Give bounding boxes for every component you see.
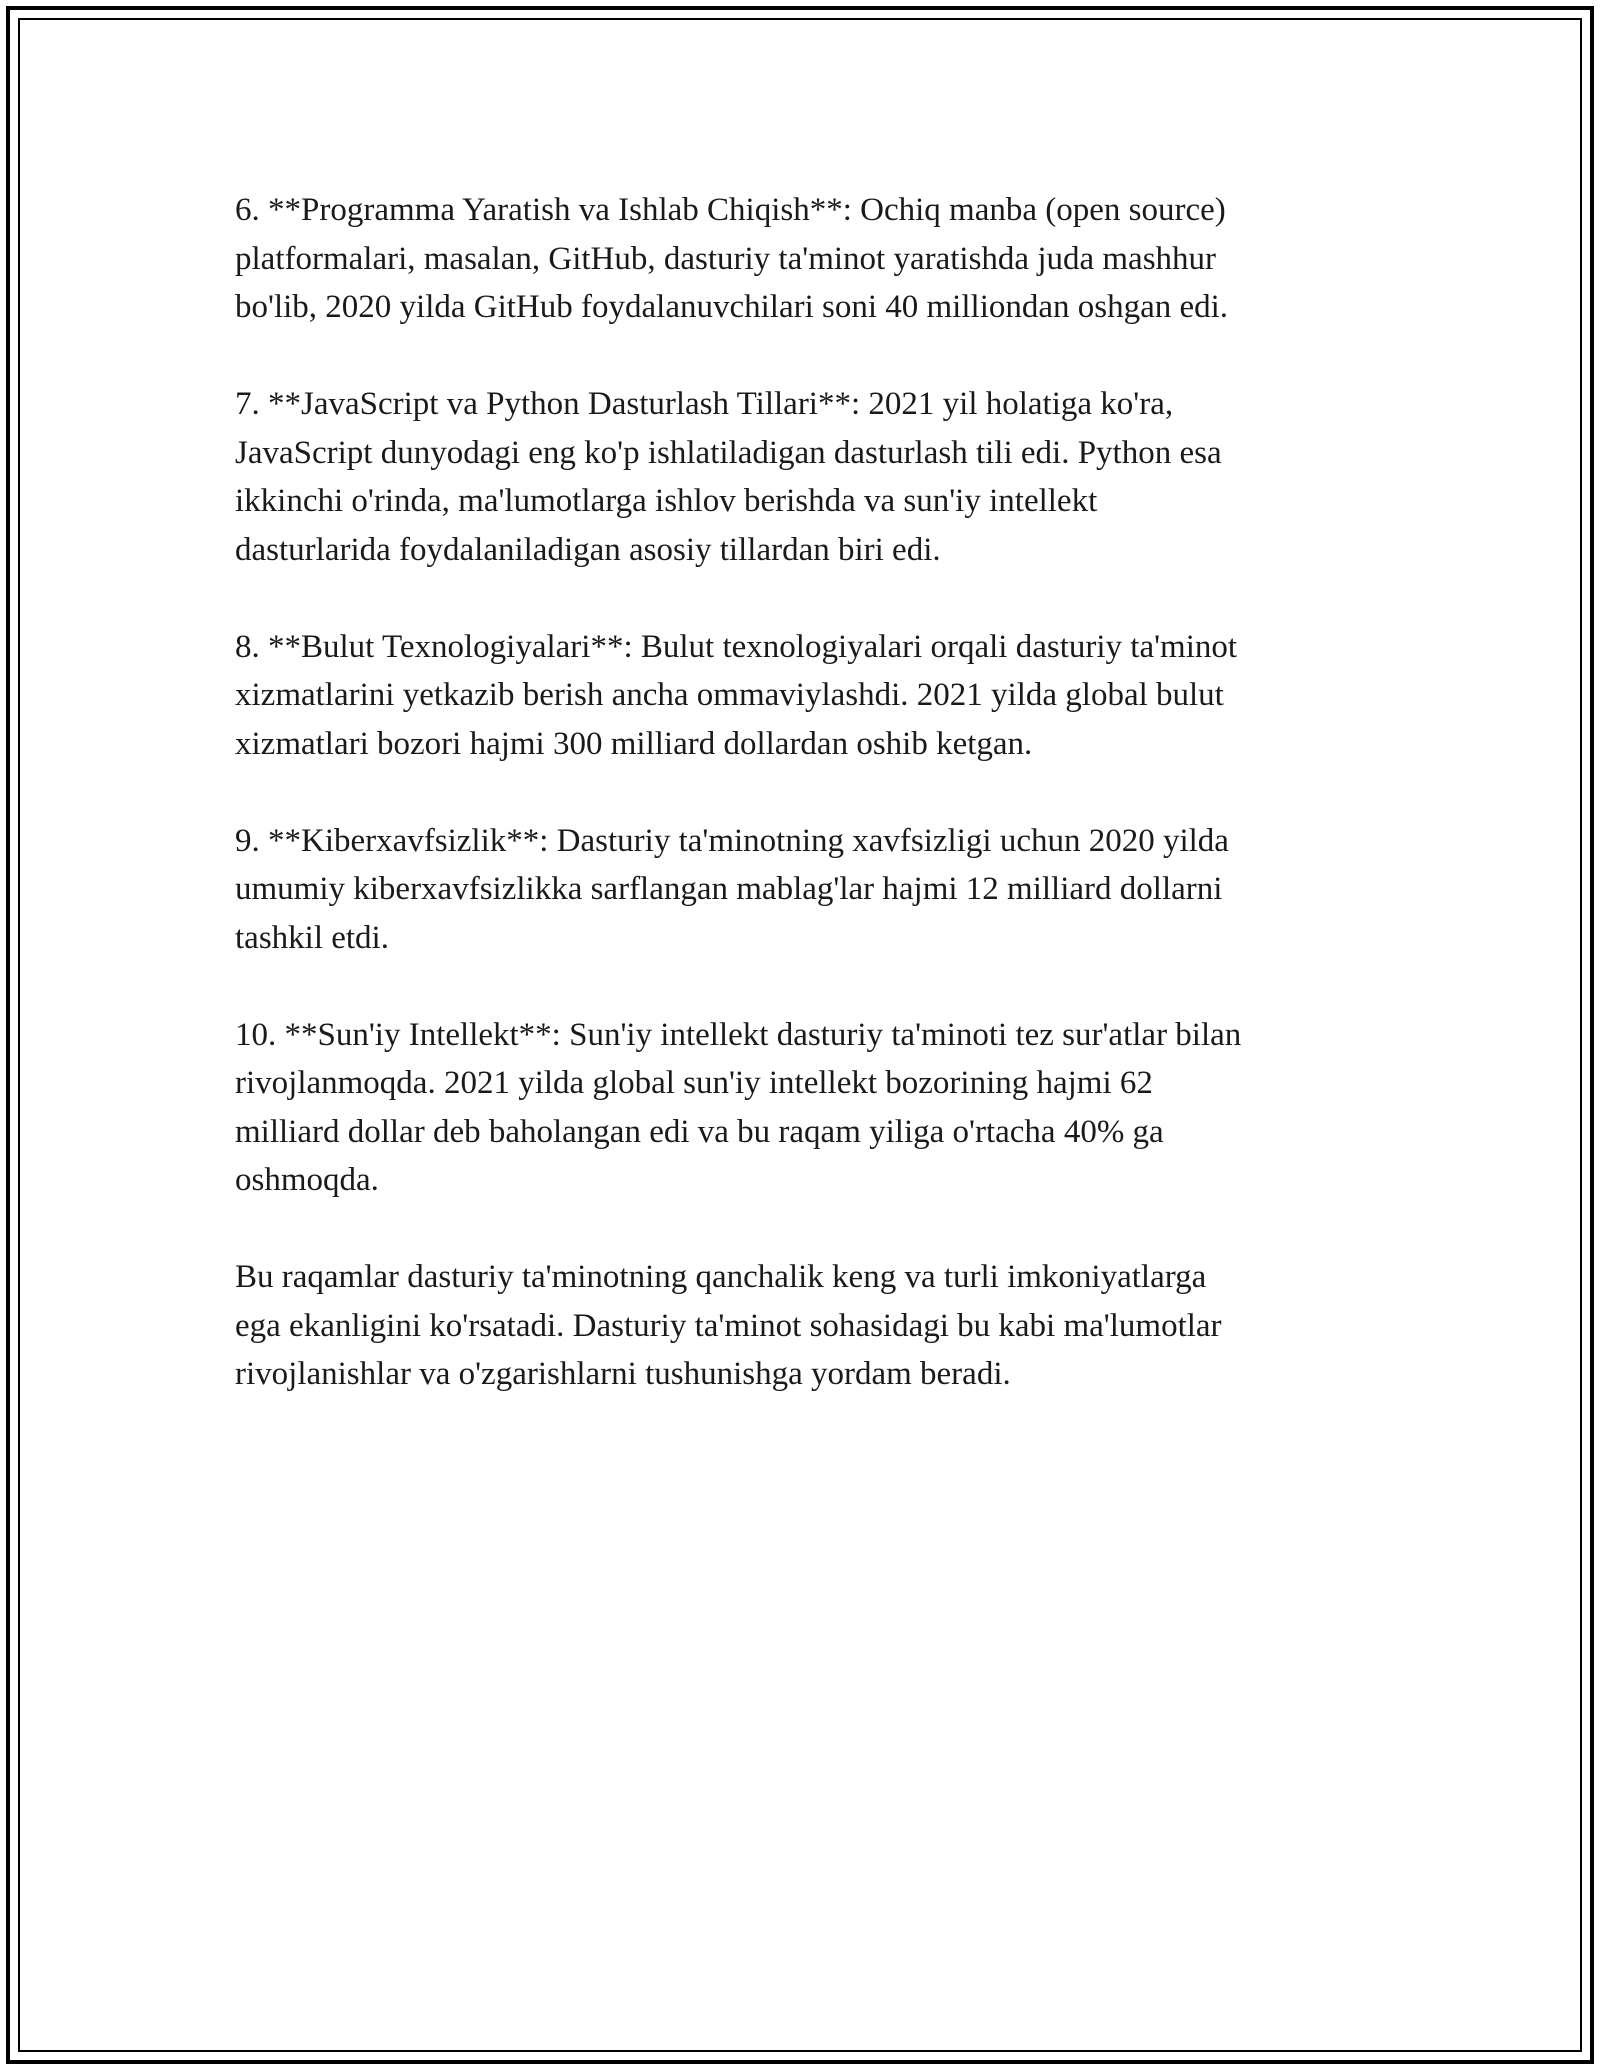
text-line: 10. **Sun'iy Intellekt**: Sun'iy intellekt dasturiy ta'minoti tez sur'atlar bilan (235, 1016, 1242, 1053)
text-line: platformalari, masalan, GitHub, dasturiy ta'minot yaratishda juda mashhur (235, 240, 1217, 277)
text-line: dasturlarida foydalaniladigan asosiy tillardan biri edi. (235, 531, 941, 568)
paragraph-summary (235, 1253, 1385, 1399)
text-line: xizmatlarini yetkazib berish ancha ommaviylashdi. 2021 yilda global bulut (235, 677, 1224, 713)
text-line: 6. **Programma Yaratish va Ishlab Chiqish**: Ochiq manba (open source) (235, 192, 1226, 228)
text-line: 9. **Kiberxavfsizlik**: Dasturiy ta'minotning xavfsizligi uchun 2020 yilda (235, 822, 1229, 859)
text-line: 7. **JavaScript va Python Dasturlash Tillari**: 2021 yil holatiga ko'ra, (235, 386, 1174, 422)
text-line: ega ekanligini ko'rsatadi. Dasturiy ta'minot sohasidagi bu kabi ma'lumotlar (235, 1307, 1222, 1344)
paragraph-item-10 (235, 1011, 1385, 1205)
paragraph-item-9 (235, 817, 1385, 963)
text-line: JavaScript dunyodagi eng ko'p ishlatiladigan dasturlash tili edi. Python esa (235, 434, 1222, 471)
text-line: xizmatlari bozori hajmi 300 milliard dollardan oshib ketgan. (235, 725, 1033, 762)
text-line: milliard dollar deb baholangan edi va bu raqam yiliga o'rtacha 40% ga (235, 1113, 1164, 1150)
text-line: umumiy kiberxavfsizlikka sarflangan mablag'lar hajmi 12 milliard dollarni (235, 871, 1223, 907)
text-line: tashkil etdi. (235, 919, 389, 956)
text-line: oshmoqda. (235, 1162, 379, 1198)
text-line: rivojlanishlar va o'zgarishlarni tushunishga yordam beradi. (235, 1356, 1011, 1392)
text-line: rivojlanmoqda. 2021 yilda global sun'iy intellekt bozorining hajmi 62 (235, 1065, 1153, 1101)
document-body (235, 186, 1385, 1447)
paragraph-item-6 (235, 186, 1385, 332)
text-line: bo'lib, 2020 yilda GitHub foydalanuvchilari soni 40 milliondan oshgan edi. (235, 289, 1229, 325)
paragraph-item-7 (235, 380, 1385, 574)
text-line: ikkinchi o'rinda, ma'lumotlarga ishlov berishda va sun'iy intellekt (235, 483, 1098, 519)
paragraph-item-8 (235, 623, 1385, 769)
text-line: Bu raqamlar dasturiy ta'minotning qanchalik keng va turli imkoniyatlarga (235, 1259, 1207, 1295)
text-line: 8. **Bulut Texnologiyalari**: Bulut texnologiyalari orqali dasturiy ta'minot (235, 628, 1238, 665)
